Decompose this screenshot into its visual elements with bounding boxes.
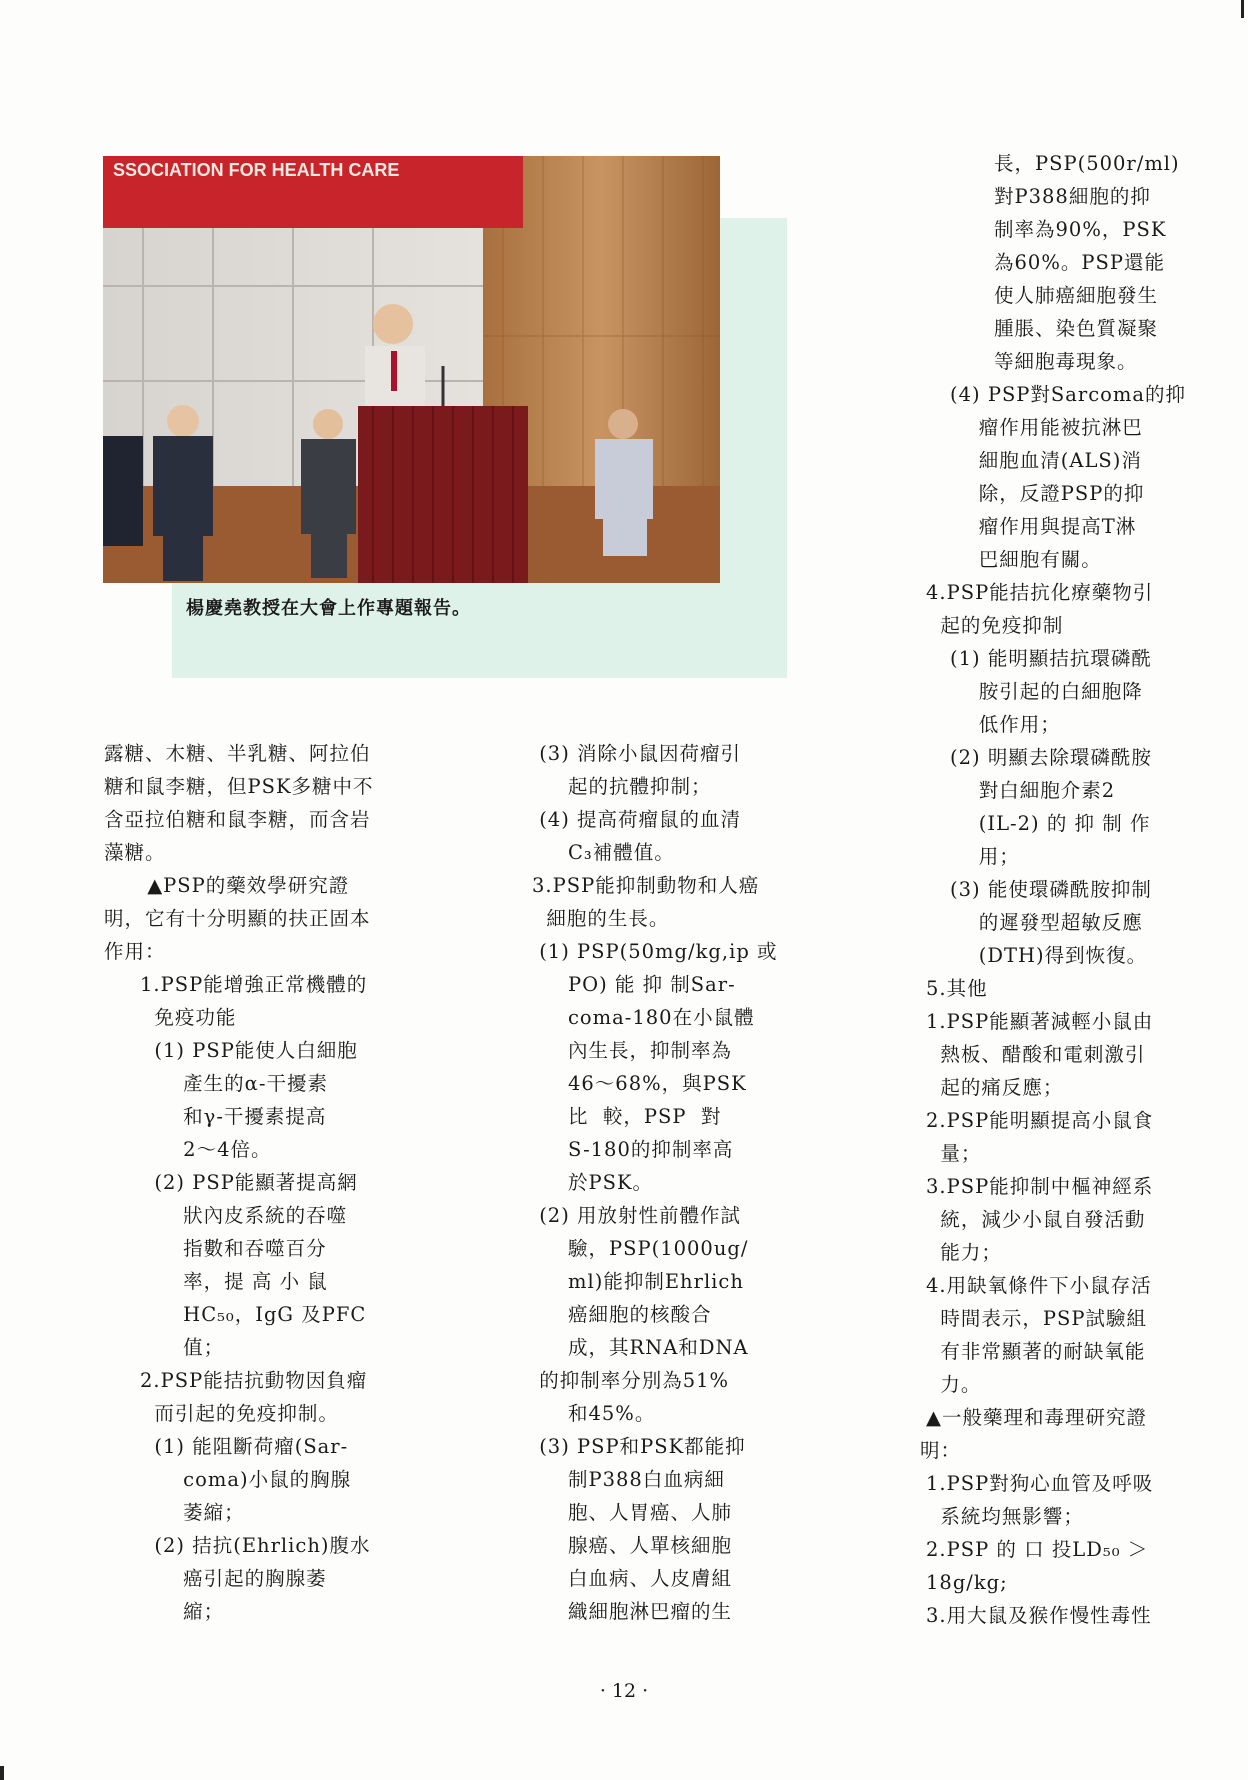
text-line: (4) 提高荷瘤鼠的血清 bbox=[532, 808, 742, 831]
text-line: 對P388細胞的抑 bbox=[994, 185, 1151, 208]
text-line: 的抑制率分別為51% bbox=[532, 1369, 730, 1392]
page-number: · 12 · bbox=[599, 1680, 649, 1702]
text-line: (IL-2) 的 抑 制 作 bbox=[950, 812, 1151, 835]
text-line: 指數和吞噬百分 bbox=[104, 1237, 327, 1260]
text-line: (1) 能阻斷荷瘤(Sar- bbox=[104, 1435, 349, 1458]
text-line: C₃補體值。 bbox=[532, 841, 675, 864]
text-line: 低作用； bbox=[950, 713, 1061, 736]
text-line: (2) PSP能顯著提高網 bbox=[104, 1171, 358, 1194]
text-line: 細胞的生長。 bbox=[532, 907, 670, 930]
text-line: 制率為90%，PSK bbox=[994, 218, 1167, 241]
text-line: ▲一般藥理和毒理研究證 bbox=[926, 1406, 1147, 1429]
text-line: 2.PSP能拮抗動物因負瘤 bbox=[104, 1369, 368, 1392]
text-line: 為60%。PSP還能 bbox=[994, 251, 1165, 274]
text-line: 和45%。 bbox=[532, 1402, 656, 1425]
text-line: 癌引起的胸腺萎 bbox=[104, 1567, 327, 1590]
text-line: 狀內皮系統的吞噬 bbox=[104, 1204, 348, 1227]
text-line: 和γ-干擾素提高 bbox=[104, 1105, 327, 1128]
text-line: 腫脹、染色質凝聚 bbox=[994, 317, 1159, 340]
text-line: 的遲發型超敏反應 bbox=[950, 911, 1143, 934]
text-line: 用； bbox=[950, 845, 1020, 868]
text-line: HC₅₀，IgG 及PFC bbox=[104, 1303, 367, 1326]
text-line: 1.PSP對狗心血管及呼吸 bbox=[926, 1472, 1154, 1495]
text-line: 除，反證PSP的抑 bbox=[950, 482, 1145, 505]
text-line: 胞、人胃癌、人肺 bbox=[532, 1501, 732, 1524]
text-line: 細胞血清(ALS)消 bbox=[950, 449, 1142, 472]
text-line: (3) 消除小鼠因荷瘤引 bbox=[532, 742, 742, 765]
text-line: 使人肺癌細胞發生 bbox=[994, 284, 1159, 307]
text-line: coma)小鼠的胸腺 bbox=[104, 1468, 352, 1491]
text-line: 2.PSP能明顯提高小鼠食 bbox=[926, 1109, 1154, 1132]
text-line: 比 較，PSP 對 bbox=[532, 1105, 722, 1128]
text-line: 4.用缺氧條件下小鼠存活 bbox=[926, 1274, 1152, 1297]
text-line: (2) 拮抗(Ehrlich)腹水 bbox=[104, 1534, 371, 1557]
text-line: (3) PSP和PSK都能抑 bbox=[532, 1435, 746, 1458]
text-column-3 bbox=[920, 147, 1190, 1632]
text-line: 起的痛反應； bbox=[926, 1076, 1064, 1099]
text-column-2 bbox=[532, 737, 802, 1628]
text-line: 而引起的免疫抑制。 bbox=[104, 1402, 339, 1425]
text-line: 免疫功能 bbox=[104, 1006, 237, 1029]
text-line: 能力； bbox=[926, 1241, 1002, 1264]
text-line: (1) PSP能使人白細胞 bbox=[104, 1039, 358, 1062]
text-line: 率，提 高 小 鼠 bbox=[104, 1270, 328, 1293]
text-line: 織細胞淋巴瘤的生 bbox=[532, 1600, 732, 1623]
text-line: (2) 用放射性前體作試 bbox=[532, 1204, 742, 1227]
text-line: 熱板、醋酸和電刺激引 bbox=[926, 1043, 1146, 1066]
text-line: 糖和鼠李糖，但PSK多糖中不 bbox=[104, 775, 374, 798]
text-line: 2.PSP 的 口 投LD₅₀ ＞ bbox=[926, 1538, 1149, 1561]
text-column-1 bbox=[104, 737, 404, 1628]
text-line: 萎縮； bbox=[104, 1501, 245, 1524]
text-line: (4) PSP對Sarcoma的抑 bbox=[950, 383, 1187, 406]
text-line: 白血病、人皮膚組 bbox=[532, 1567, 732, 1590]
text-line: coma-180在小鼠體 bbox=[532, 1006, 755, 1029]
scan-edge-mark bbox=[1241, 0, 1244, 18]
text-line: 胺引起的白細胞降 bbox=[950, 680, 1143, 703]
text-line: 量； bbox=[926, 1142, 982, 1165]
text-line: 1.PSP能增強正常機體的 bbox=[104, 973, 368, 996]
text-line: 5.其他 bbox=[926, 977, 988, 1000]
text-line: 有非常顯著的耐缺氧能 bbox=[926, 1340, 1146, 1363]
banner-text: SSOCIATION FOR HEALTH CARE bbox=[113, 160, 400, 180]
text-line: 2～4倍。 bbox=[104, 1138, 272, 1161]
text-line: ▲PSP的藥效學研究證 bbox=[104, 874, 350, 897]
text-line: 產生的α-干擾素 bbox=[104, 1072, 328, 1095]
text-line: 統，減少小鼠自發活動 bbox=[926, 1208, 1146, 1231]
text-line: 成，其RNA和DNA bbox=[532, 1336, 749, 1359]
text-line: (1) 能明顯拮抗環磷酰 bbox=[950, 647, 1152, 670]
text-line: 1.PSP能顯著減輕小鼠由 bbox=[926, 1010, 1154, 1033]
text-line: 4.PSP能拮抗化療藥物引 bbox=[926, 581, 1154, 604]
text-line: 縮； bbox=[104, 1600, 225, 1623]
text-line: 制P388白血病細 bbox=[532, 1468, 725, 1491]
text-line: S-180的抑制率高 bbox=[532, 1138, 734, 1161]
text-line: 起的抗體抑制； bbox=[532, 775, 712, 798]
text-line: 瘤作用能被抗淋巴 bbox=[950, 416, 1143, 439]
text-line: 對白細胞介素2 bbox=[950, 779, 1116, 802]
text-line: 力。 bbox=[926, 1373, 982, 1396]
text-line: PO) 能 抑 制Sar- bbox=[532, 973, 736, 996]
text-line: 系統均無影響； bbox=[926, 1505, 1084, 1528]
photo-caption: 楊慶堯教授在大會上作專題報告。 bbox=[186, 598, 471, 619]
text-line: 露糖、木糖、半乳糖、阿拉伯 bbox=[104, 742, 371, 765]
text-line: (DTH)得到恢復。 bbox=[950, 944, 1148, 967]
text-line: 3.PSP能抑制動物和人癌 bbox=[532, 874, 760, 897]
text-line: 瘤作用與提高T淋 bbox=[950, 515, 1137, 538]
text-line: 明： bbox=[920, 1439, 962, 1462]
text-line: 於PSK。 bbox=[532, 1171, 654, 1194]
text-line: 明，它有十分明顯的扶正固本 bbox=[104, 907, 371, 930]
text-line: 巴細胞有關。 bbox=[950, 548, 1102, 571]
text-line: (2) 明顯去除環磷酰胺 bbox=[950, 746, 1152, 769]
text-line: 驗，PSP(1000ug/ bbox=[532, 1237, 749, 1260]
text-line: 18g/kg; bbox=[926, 1571, 1008, 1594]
text-line: 時間表示，PSP試驗組 bbox=[926, 1307, 1147, 1330]
scan-edge-mark bbox=[0, 1766, 4, 1780]
text-line: 46～68%，與PSK bbox=[532, 1072, 747, 1095]
conference-photo bbox=[103, 156, 720, 583]
text-line: 含亞拉伯糖和鼠李糖，而含岩 bbox=[104, 808, 371, 831]
text-line: 癌細胞的核酸合 bbox=[532, 1303, 712, 1326]
text-line: 起的免疫抑制 bbox=[926, 614, 1064, 637]
text-line: (1) PSP(50mg/kg,ip 或 bbox=[532, 940, 778, 963]
text-line: 等細胞毒現象。 bbox=[994, 350, 1138, 373]
text-line: (3) 能使環磷酰胺抑制 bbox=[950, 878, 1152, 901]
text-line: ml)能抑制Ehrlich bbox=[532, 1270, 744, 1293]
text-line: 值； bbox=[104, 1336, 225, 1359]
text-line: 作用： bbox=[104, 940, 166, 963]
text-line: 內生長，抑制率為 bbox=[532, 1039, 732, 1062]
text-line: 長，PSP(500r/ml) bbox=[994, 152, 1180, 175]
text-line: 3.用大鼠及猴作慢性毒性 bbox=[926, 1604, 1152, 1627]
text-line: 藻糖。 bbox=[104, 841, 166, 864]
text-line: 腺癌、人單核細胞 bbox=[532, 1534, 732, 1557]
text-line: 3.PSP能抑制中樞神經系 bbox=[926, 1175, 1154, 1198]
